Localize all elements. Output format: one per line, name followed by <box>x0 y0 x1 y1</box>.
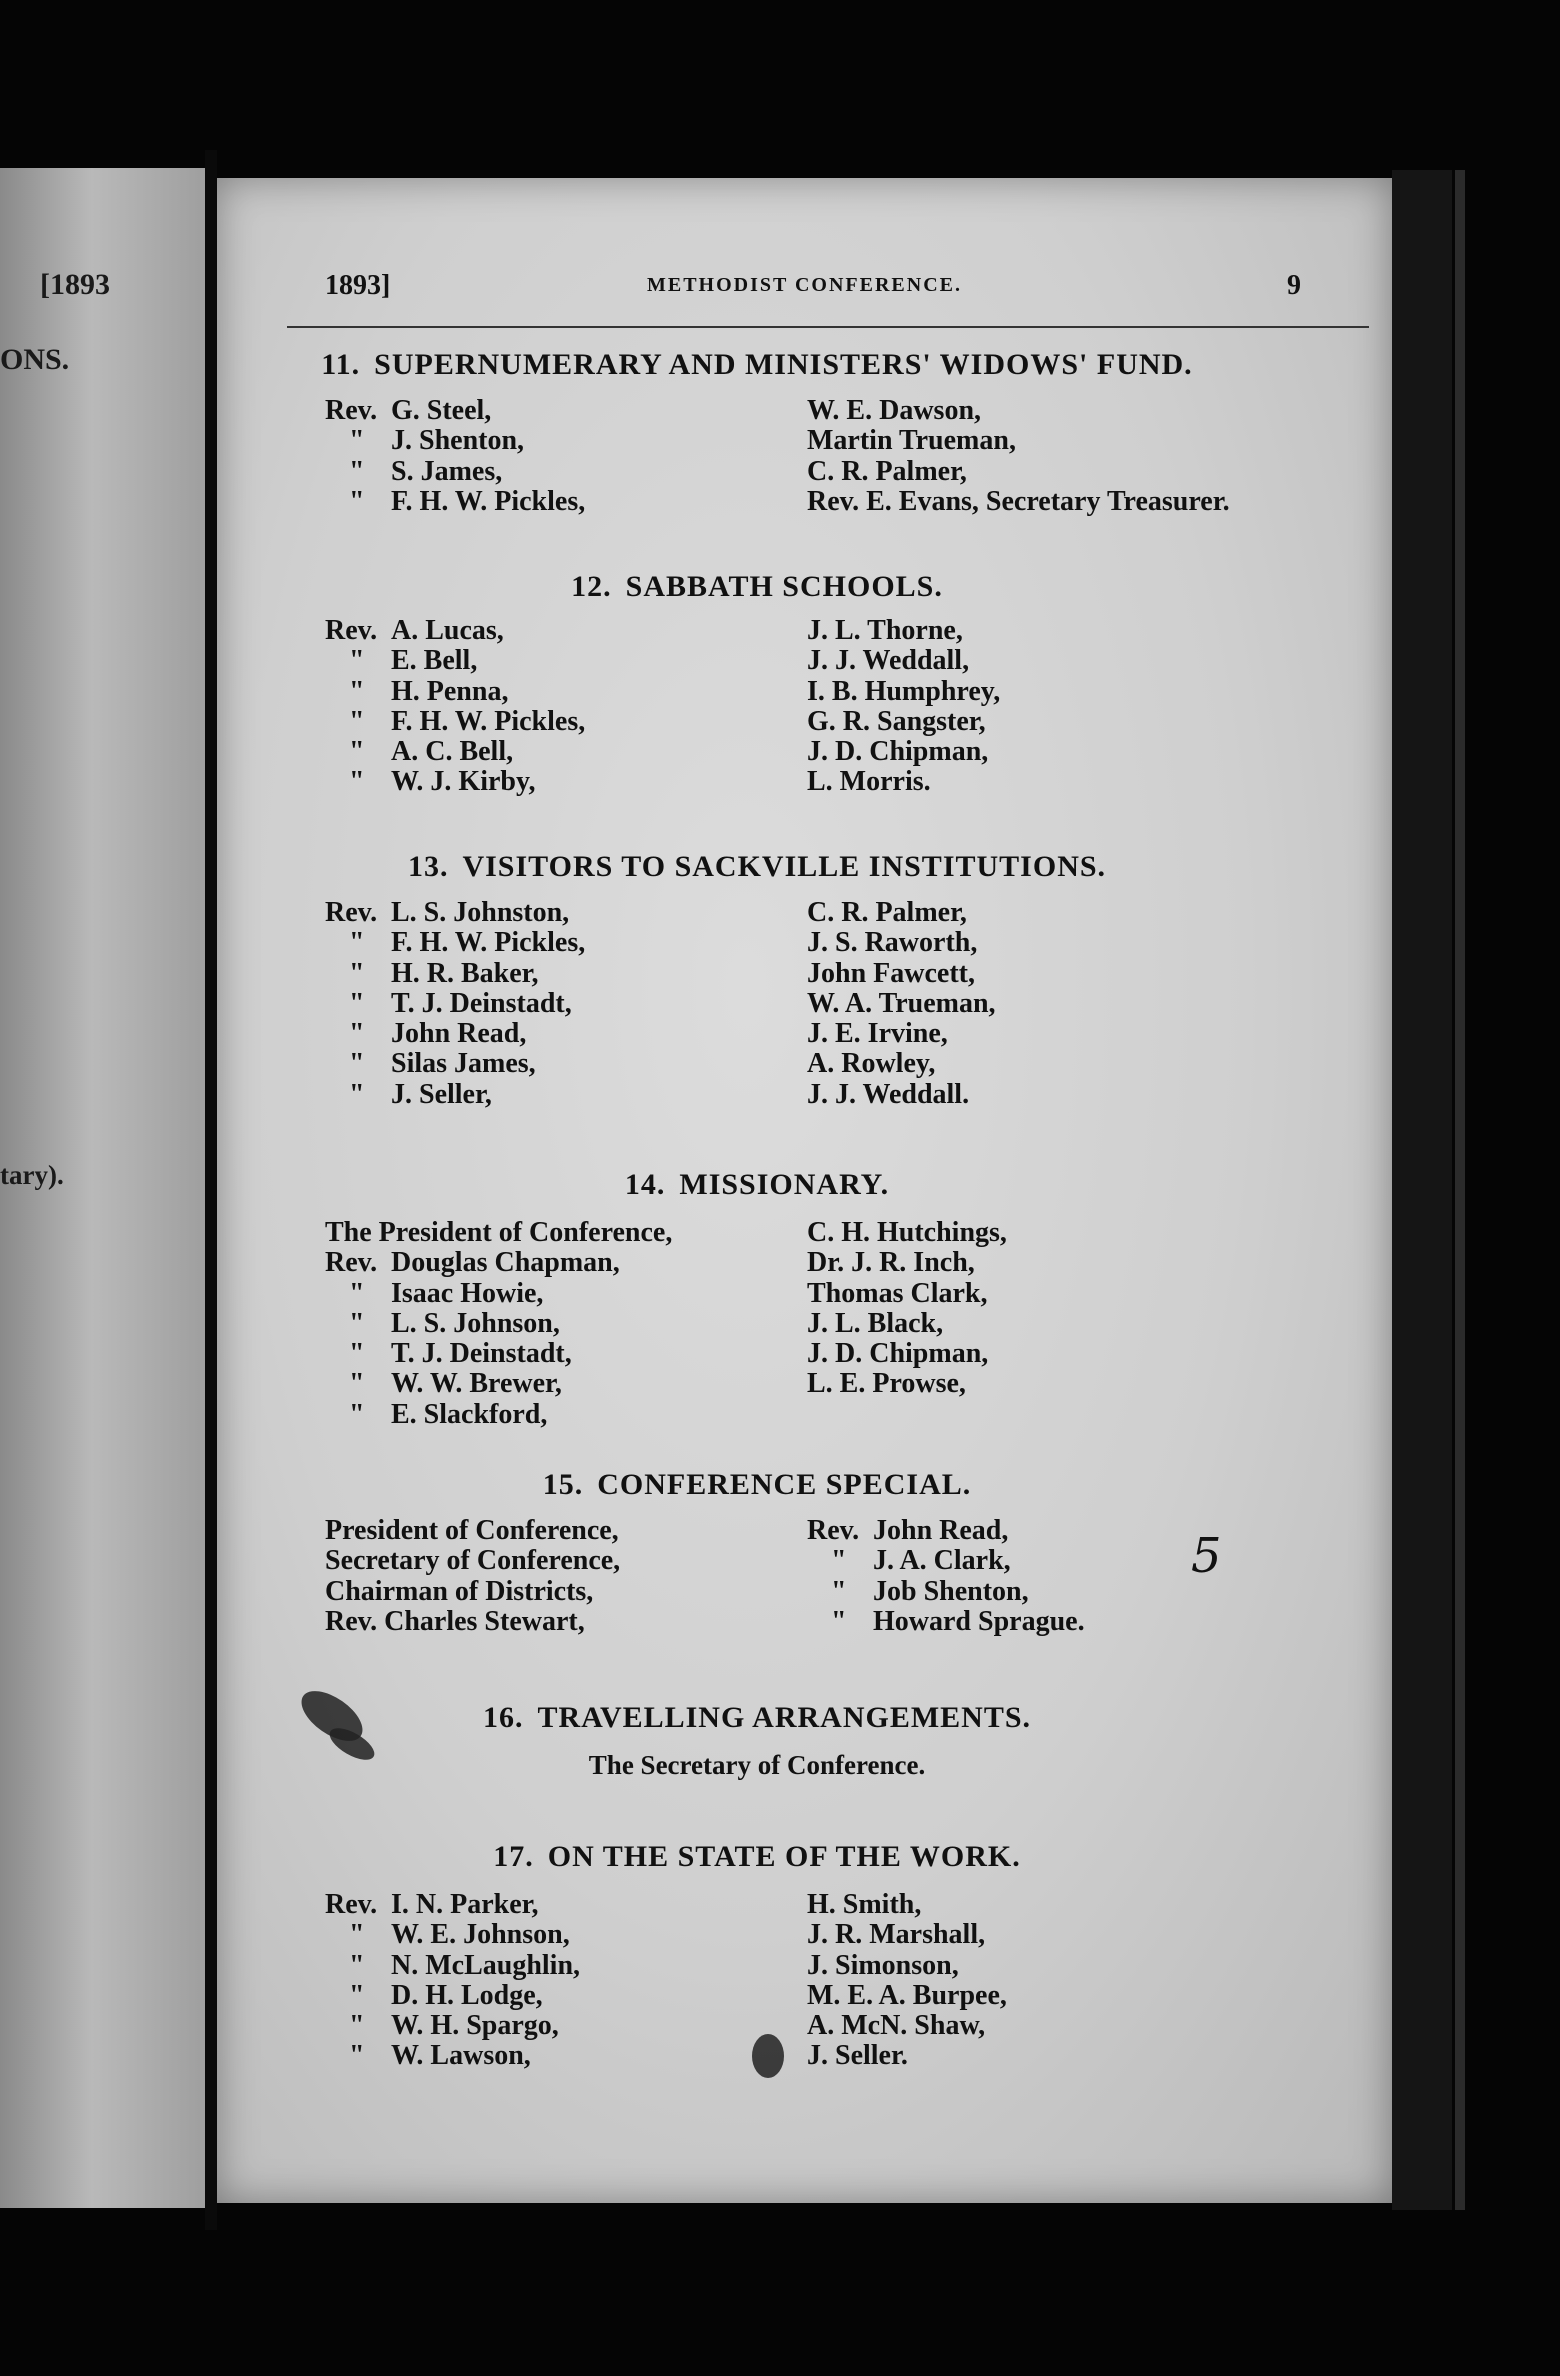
member-entry <box>325 457 585 487</box>
member-name: The President of Conference, <box>325 1217 673 1248</box>
member-name: J. Seller. <box>807 2040 908 2072</box>
ditto-mark: " <box>349 1307 365 1339</box>
member-entry <box>807 1369 1007 1399</box>
member-entry <box>325 1920 580 1950</box>
member-entry <box>325 1019 585 1049</box>
member-name: G. Steel, <box>391 395 492 426</box>
member-column-right <box>807 1218 1007 1400</box>
member-entry <box>325 1049 585 1079</box>
member-name: Rev. Charles Stewart, <box>325 1605 585 1637</box>
ditto-mark: " <box>349 645 365 677</box>
facing-page-text-fragment: tary). <box>0 1160 64 1190</box>
member-name: J. J. Weddall. <box>807 1078 970 1110</box>
member-entry <box>325 707 585 737</box>
ditto-mark: " <box>349 1919 365 1951</box>
member-entry <box>325 989 585 1019</box>
member-name: Silas James, <box>391 1048 536 1080</box>
member-entry <box>807 1218 1007 1248</box>
ditto-mark: " <box>349 425 365 457</box>
section-title-special <box>217 1468 1297 1502</box>
member-name: John Read, <box>391 1018 527 1050</box>
member-name: F. H. W. Pickles, <box>391 927 586 959</box>
member-entry <box>807 959 996 989</box>
member-name: J. Shenton, <box>391 425 525 457</box>
member-entry <box>807 1248 1007 1278</box>
member-name: F. H. W. Pickles, <box>391 705 586 737</box>
member-name: M. E. A. Burpee, <box>807 1979 1007 2011</box>
member-entry <box>807 1546 1085 1576</box>
member-entry <box>325 1981 580 2011</box>
member-entry <box>325 1577 620 1607</box>
member-entry <box>325 487 585 517</box>
member-name: I. N. Parker, <box>391 1889 539 1920</box>
member-entry <box>807 487 1230 517</box>
member-name: A. Rowley, <box>807 1048 936 1080</box>
member-entry <box>807 1920 1007 1950</box>
member-name: Job Shenton, <box>873 1575 1029 1607</box>
member-entry <box>325 1309 672 1339</box>
section-subtitle: The Secretary of Conference. <box>588 1750 926 1780</box>
facing-page-number: [1893 <box>40 268 110 301</box>
member-entry <box>807 737 1000 767</box>
member-entry <box>325 1369 672 1399</box>
section-title-visitors <box>217 850 1297 884</box>
member-entry <box>807 1019 996 1049</box>
section-heading: CONFERENCE SPECIAL. <box>597 1468 972 1501</box>
member-name: H. R. Baker, <box>391 957 539 989</box>
member-entry <box>325 426 585 456</box>
member-entry <box>325 1607 620 1637</box>
ditto-mark: " <box>831 1575 847 1607</box>
member-entry <box>807 426 1230 456</box>
member-entry <box>807 767 1000 797</box>
ditto-mark: " <box>349 675 365 707</box>
member-entry <box>325 767 585 797</box>
member-name: E. Bell, <box>391 645 478 677</box>
member-entry <box>807 1516 1085 1546</box>
member-name: L. Morris. <box>807 766 931 798</box>
member-entry <box>325 646 585 676</box>
member-name: J. D. Chipman, <box>807 736 989 768</box>
member-name: Thomas Clark, <box>807 1277 988 1309</box>
section-heading: MISSIONARY. <box>679 1168 890 1201</box>
member-name: Howard Sprague. <box>873 1605 1085 1637</box>
ditto-mark: " <box>349 485 365 517</box>
member-name: W. A. Trueman, <box>807 987 996 1019</box>
member-name: W. E. Johnson, <box>391 1919 570 1951</box>
section-title-sabbath <box>217 570 1297 604</box>
member-name: H. Smith, <box>807 1889 922 1920</box>
ditto-mark: " <box>349 1048 365 1080</box>
page-number: 9 <box>1287 270 1301 301</box>
member-name: J. S. Raworth, <box>807 927 978 959</box>
member-entry <box>325 898 585 928</box>
ditto-mark: " <box>349 455 365 487</box>
section-number: 13. <box>407 850 449 883</box>
member-entry <box>807 1279 1007 1309</box>
member-column-right <box>807 898 996 1110</box>
ditto-mark: " <box>349 705 365 737</box>
member-entry <box>807 2041 1007 2071</box>
member-entry <box>807 1309 1007 1339</box>
member-name: L. S. Johnston, <box>391 897 570 928</box>
page-year: 1893] <box>325 270 391 301</box>
member-entry <box>325 1279 672 1309</box>
ditto-mark: " <box>349 766 365 798</box>
member-entry <box>807 1339 1007 1369</box>
book-gutter <box>205 150 217 2230</box>
member-entry <box>807 1577 1085 1607</box>
member-name: L. S. Johnson, <box>391 1307 560 1339</box>
member-name: Rev. E. Evans, Secretary Treasurer. <box>807 485 1230 517</box>
title-prefix: Rev. <box>325 1889 378 1920</box>
member-name: I. B. Humphrey, <box>807 675 1001 707</box>
member-entry <box>807 1049 996 1079</box>
facing-page-fragment <box>0 168 205 2208</box>
member-name: C. R. Palmer, <box>807 455 967 487</box>
member-entry <box>807 396 1230 426</box>
member-entry <box>325 616 585 646</box>
member-entry <box>807 1951 1007 1981</box>
ditto-mark: " <box>349 2010 365 2042</box>
member-column-left <box>325 898 585 1110</box>
section-number: 14. <box>624 1168 666 1201</box>
member-name: T. J. Deinstadt, <box>391 1338 572 1370</box>
running-title: METHODIST CONFERENCE. <box>646 274 962 296</box>
member-name: L. E. Prowse, <box>807 1368 966 1400</box>
member-name: A. Lucas, <box>391 615 504 646</box>
member-name: F. H. W. Pickles, <box>391 485 586 517</box>
member-column-left <box>325 616 585 798</box>
ditto-mark: " <box>349 1277 365 1309</box>
ink-blot <box>752 2034 784 2078</box>
title-prefix: Rev. <box>325 897 378 928</box>
member-column-left <box>325 1890 580 2072</box>
ditto-mark: " <box>349 1078 365 1110</box>
member-entry <box>325 677 585 707</box>
member-entry <box>807 677 1000 707</box>
member-name: G. R. Sangster, <box>807 705 986 737</box>
member-entry <box>807 1981 1007 2011</box>
member-column-right <box>807 1516 1085 1637</box>
member-name: A. C. Bell, <box>391 736 514 768</box>
member-entry <box>807 457 1230 487</box>
title-prefix: Rev. <box>325 1247 378 1279</box>
member-entry <box>807 646 1000 676</box>
section-number: 11. <box>321 348 361 381</box>
ditto-mark: " <box>349 2040 365 2072</box>
member-entry <box>807 2011 1007 2041</box>
member-name: J. L. Black, <box>807 1307 944 1339</box>
member-name: J. R. Marshall, <box>807 1919 986 1951</box>
member-name: Martin Trueman, <box>807 425 1016 457</box>
member-entry <box>325 396 585 426</box>
member-entry <box>807 1080 996 1110</box>
member-entry <box>325 737 585 767</box>
member-entry <box>807 898 996 928</box>
member-name: Douglas Chapman, <box>391 1247 620 1279</box>
title-prefix: Rev. <box>325 615 378 646</box>
facing-page-heading-fragment: ONS. <box>0 343 70 376</box>
member-entry <box>325 959 585 989</box>
section-heading: TRAVELLING ARRANGEMENTS. <box>537 1701 1032 1734</box>
section-title-state <box>217 1840 1297 1874</box>
ditto-mark: " <box>349 1018 365 1050</box>
member-entry <box>807 1890 1007 1920</box>
member-entry <box>807 1607 1085 1637</box>
ditto-mark: " <box>349 927 365 959</box>
member-name: J. E. Irvine, <box>807 1018 948 1050</box>
member-entry <box>807 928 996 958</box>
member-name: Dr. J. R. Inch, <box>807 1247 975 1279</box>
member-entry <box>325 1890 580 1920</box>
section-heading: SUPERNUMERARY AND MINISTERS' WIDOWS' FUND. <box>374 348 1193 381</box>
page-edge-shadow <box>1392 170 1452 2210</box>
member-name: Isaac Howie, <box>391 1277 544 1309</box>
member-name: C. R. Palmer, <box>807 897 967 928</box>
member-entry <box>325 1080 585 1110</box>
member-name: J. J. Weddall, <box>807 645 970 677</box>
member-entry <box>325 1516 620 1546</box>
member-name: W. Lawson, <box>391 2040 531 2072</box>
member-name: D. H. Lodge, <box>391 1979 543 2011</box>
ditto-mark: " <box>831 1545 847 1577</box>
member-name: John Fawcett, <box>807 957 975 989</box>
header-rule <box>287 326 1369 328</box>
scan-frame-border <box>1455 170 1465 2210</box>
ditto-mark: " <box>349 1398 365 1430</box>
member-entry <box>325 1400 672 1430</box>
ditto-mark: " <box>349 1979 365 2011</box>
member-name: Chairman of Districts, <box>325 1575 594 1607</box>
section-heading: ON THE STATE OF THE WORK. <box>547 1840 1021 1873</box>
member-name: J. A. Clark, <box>873 1545 1011 1577</box>
member-entry <box>325 1951 580 1981</box>
section-heading: VISITORS TO SACKVILLE INSTITUTIONS. <box>462 850 1107 883</box>
member-name: J. Seller, <box>391 1078 492 1110</box>
section-title-travelling <box>217 1701 1297 1735</box>
section-title-supernumerary <box>217 348 1297 382</box>
section-number: 12. <box>571 570 612 603</box>
member-column-right <box>807 1890 1007 2072</box>
section-number: 17. <box>493 1840 534 1873</box>
member-name: C. H. Hutchings, <box>807 1217 1007 1248</box>
ditto-mark: " <box>349 987 365 1019</box>
member-name: J. D. Chipman, <box>807 1338 989 1370</box>
member-name: W. W. Brewer, <box>391 1368 562 1400</box>
section-number: 15. <box>542 1468 584 1501</box>
document-page <box>217 178 1392 2203</box>
member-name: Secretary of Conference, <box>325 1545 621 1577</box>
ditto-mark: " <box>349 957 365 989</box>
member-entry <box>807 616 1000 646</box>
member-name: J. Simonson, <box>807 1949 959 1981</box>
title-prefix: Rev. <box>807 1515 860 1546</box>
member-entry <box>325 1218 672 1248</box>
member-name: John Read, <box>873 1515 1009 1546</box>
ditto-mark: " <box>349 1949 365 1981</box>
member-name: E. Slackford, <box>391 1398 548 1430</box>
member-name: T. J. Deinstadt, <box>391 987 572 1019</box>
member-name: President of Conference, <box>325 1515 619 1546</box>
member-entry <box>325 2011 580 2041</box>
member-entry <box>807 989 996 1019</box>
section-title-missionary <box>217 1168 1297 1202</box>
ditto-mark: " <box>349 1338 365 1370</box>
member-name: W. E. Dawson, <box>807 395 982 426</box>
member-name: J. L. Thorne, <box>807 615 963 646</box>
ditto-mark: " <box>831 1605 847 1637</box>
member-column-left <box>325 1516 620 1637</box>
member-entry <box>325 928 585 958</box>
member-name: S. James, <box>391 455 503 487</box>
title-prefix: Rev. <box>325 395 378 426</box>
handwritten-mark: 5 <box>1191 1528 1222 1584</box>
member-column-right <box>807 616 1000 798</box>
member-entry <box>325 1339 672 1369</box>
member-name: H. Penna, <box>391 675 509 707</box>
section-number: 16. <box>482 1701 524 1734</box>
member-entry <box>325 1248 672 1278</box>
member-column-left <box>325 1218 672 1430</box>
ditto-mark: " <box>349 1368 365 1400</box>
member-column-right <box>807 396 1230 517</box>
section-heading: SABBATH SCHOOLS. <box>625 570 943 603</box>
member-name: A. McN. Shaw, <box>807 2010 986 2042</box>
member-entry <box>325 2041 580 2071</box>
member-name: N. McLaughlin, <box>391 1949 581 1981</box>
ditto-mark: " <box>349 736 365 768</box>
member-column-left <box>325 396 585 517</box>
member-entry <box>325 1546 620 1576</box>
member-entry <box>807 707 1000 737</box>
member-name: W. H. Spargo, <box>391 2010 559 2042</box>
member-name: W. J. Kirby, <box>391 766 536 798</box>
